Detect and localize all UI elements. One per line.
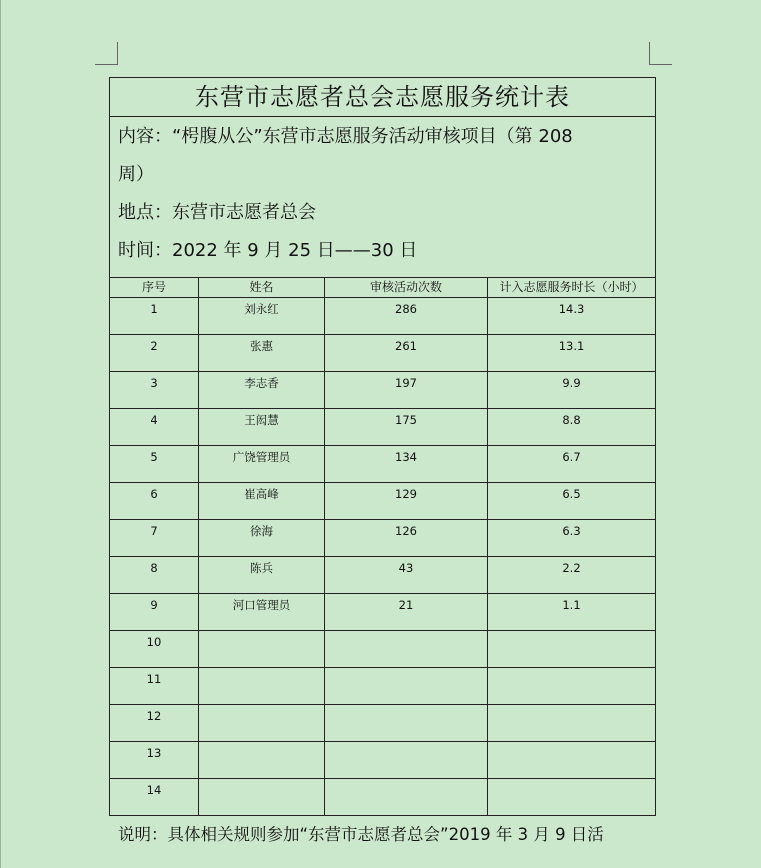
cell-no: 8 [110,557,199,594]
stats-table [109,77,656,816]
cell-count: 197 [325,372,488,409]
cell-count: 134 [325,446,488,483]
cell-name: 张惠 [199,335,325,372]
cell-count [325,705,488,742]
cell-no: 14 [110,779,199,816]
page-edge [0,0,1,868]
cell-count [325,779,488,816]
cell-hours: 9.9 [488,372,656,409]
cell-count: 43 [325,557,488,594]
cell-count [325,631,488,668]
info-block [110,117,656,278]
cell-no: 7 [110,520,199,557]
cell-no: 4 [110,409,199,446]
cell-hours [488,668,656,705]
cell-name: 陈兵 [199,557,325,594]
document-title: 东营市志愿者总会志愿服务统计表 [110,78,656,117]
table-row [110,409,656,446]
cell-name [199,668,325,705]
cell-hours: 6.5 [488,483,656,520]
cell-hours: 14.3 [488,298,656,335]
table-row [110,668,656,705]
cell-no: 5 [110,446,199,483]
cell-name: 崔高峰 [199,483,325,520]
cell-hours: 6.3 [488,520,656,557]
cell-no: 9 [110,594,199,631]
table-row [110,631,656,668]
cell-hours [488,779,656,816]
location-line: 地点：东营市志愿者总会 [118,202,316,223]
cell-no: 10 [110,631,199,668]
cell-count [325,742,488,779]
table-row [110,705,656,742]
table-row [110,335,656,372]
footer-note: 说明：具体相关规则参加“东营市志愿者总会”2019 年 3 月 9 日活 [118,825,604,844]
cell-count: 21 [325,594,488,631]
table-row [110,520,656,557]
cell-no: 13 [110,742,199,779]
cell-name: 王闳慧 [199,409,325,446]
cell-name: 李志香 [199,372,325,409]
header-no: 序号 [110,278,199,298]
header-count: 审核活动次数 [325,278,488,298]
cell-no: 2 [110,335,199,372]
content-line-2: 周） [118,164,154,185]
cell-hours [488,705,656,742]
cell-name [199,779,325,816]
table-header-row [110,278,656,298]
cell-hours [488,631,656,668]
table-row [110,779,656,816]
cell-count [325,668,488,705]
cell-count: 175 [325,409,488,446]
table-row [110,594,656,631]
cell-hours [488,742,656,779]
table-row [110,742,656,779]
cell-name: 广饶管理员 [199,446,325,483]
table-row [110,557,656,594]
table-row [110,483,656,520]
cell-no: 6 [110,483,199,520]
cell-count: 261 [325,335,488,372]
table-row [110,446,656,483]
cell-hours: 2.2 [488,557,656,594]
cell-hours: 13.1 [488,335,656,372]
cell-name [199,631,325,668]
margin-corner-top-right [649,42,672,65]
cell-no: 12 [110,705,199,742]
cell-name: 河口管理员 [199,594,325,631]
cell-name [199,742,325,779]
table-row [110,298,656,335]
cell-name: 刘永红 [199,298,325,335]
header-hours: 计入志愿服务时长（小时） [488,278,656,298]
cell-count: 286 [325,298,488,335]
cell-name [199,705,325,742]
cell-name: 徐海 [199,520,325,557]
time-line: 时间：2022 年 9 月 25 日——30 日 [118,240,418,261]
cell-count: 129 [325,483,488,520]
margin-corner-top-left [95,42,118,65]
cell-no: 11 [110,668,199,705]
header-name: 姓名 [199,278,325,298]
cell-count: 126 [325,520,488,557]
cell-hours: 1.1 [488,594,656,631]
content-line-1: 内容：“枵腹从公”东营市志愿服务活动审核项目（第 208 [118,126,573,147]
table-row [110,372,656,409]
cell-hours: 8.8 [488,409,656,446]
cell-no: 3 [110,372,199,409]
cell-hours: 6.7 [488,446,656,483]
cell-no: 1 [110,298,199,335]
